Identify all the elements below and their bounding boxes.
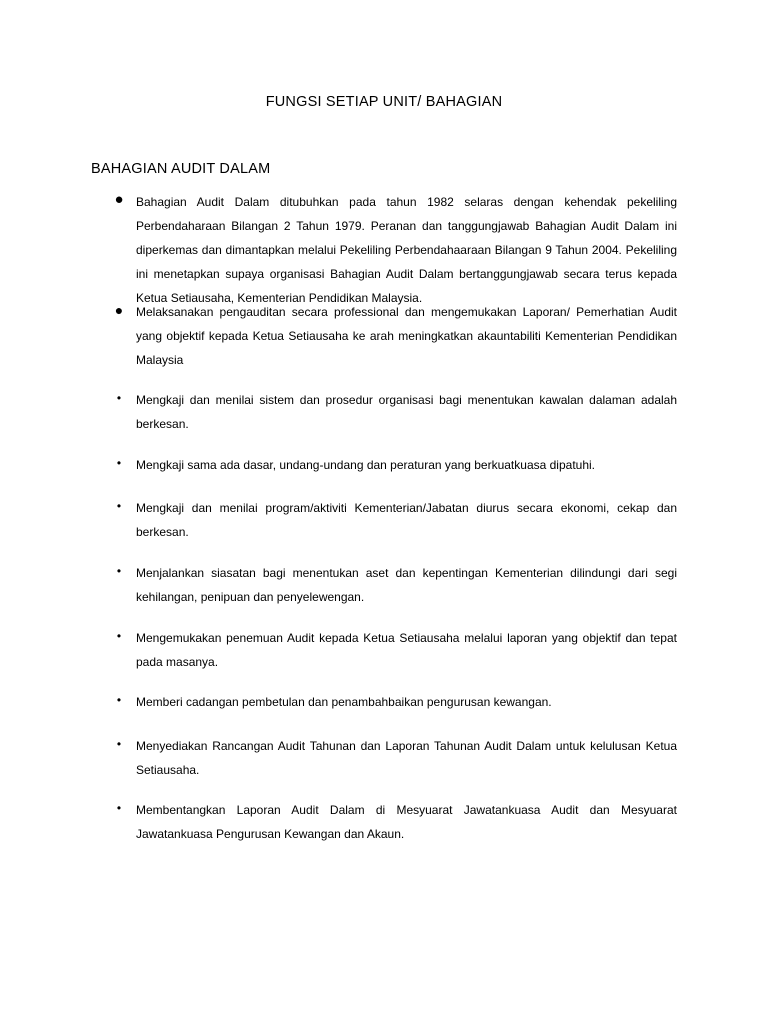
list-item (116, 734, 677, 782)
bullet-icon: • (116, 693, 122, 707)
bullet-icon: • (116, 391, 122, 405)
list-item-text: Menjalankan siasatan bagi menentukan aset dan kepentingan Kementerian dilindungi dari segi kehilangan, penipuan dan penyelewengan. (136, 566, 677, 604)
list-item (116, 626, 677, 674)
list-item (114, 300, 677, 372)
list-item-text: Memberi cadangan pembetulan dan penambahbaikan pengurusan kewangan. (136, 695, 552, 709)
list-item-text: Mengkaji dan menilai program/aktiviti Kementerian/Jabatan diurus secara ekonomi, cekap dan berkesan. (136, 501, 677, 539)
list-item (114, 190, 677, 310)
section-heading: BAHAGIAN AUDIT DALAM (91, 161, 271, 177)
list-item (116, 496, 677, 544)
list-item-text: Bahagian Audit Dalam ditubuhkan pada tahun 1982 selaras dengan kehendak pekeliling Perbendaharaan Bilangan 2 Tahun 1979. Peranan dan tanggungjawab Bahagian Audit Dalam ini diperkemas dan dimantapkan melalui Pekeliling Perbendahaaraan Bilangan 9 Tahun 2004. Pekeliling ini menetapkan supaya organisasi Bahagian Audit Dalam bertanggungjawab secara terus kepada Ketua Setiausaha, Kementerian Pendidikan Malaysia. (136, 195, 677, 305)
list-item-text: Mengemukakan penemuan Audit kepada Ketua Setiausaha melalui laporan yang objektif dan tepat pada masanya. (136, 631, 677, 669)
list-item (116, 798, 677, 846)
list-item-text: Mengkaji sama ada dasar, undang-undang dan peraturan yang berkuatkuasa dipatuhi. (136, 458, 595, 472)
bullet-icon: ● (114, 191, 124, 208)
bullet-icon: • (116, 564, 122, 578)
list-item (116, 388, 677, 436)
list-item-text: Mengkaji dan menilai sistem dan prosedur organisasi bagi menentukan kawalan dalaman adalah berkesan. (136, 393, 677, 431)
list-item (116, 453, 677, 477)
list-item (116, 690, 677, 714)
bullet-icon: • (116, 629, 122, 643)
bullet-icon: • (116, 499, 122, 513)
bullet-icon: • (116, 456, 122, 470)
list-item-text: Melaksanakan pengauditan secara professional dan mengemukakan Laporan/ Pemerhatian Audit yang objektif kepada Ketua Setiausaha ke arah meningkatkan akauntabiliti Kementerian Pendidikan Malaysia (136, 305, 677, 367)
list-item-text: Menyediakan Rancangan Audit Tahunan dan Laporan Tahunan Audit Dalam untuk kelulusan Ketua Setiausaha. (136, 739, 677, 777)
page-title: FUNGSI SETIAP UNIT/ BAHAGIAN (265, 94, 503, 110)
list-item-text: Membentangkan Laporan Audit Dalam di Mesyuarat Jawatankuasa Audit dan Mesyuarat Jawatankuasa Pengurusan Kewangan dan Akaun. (136, 803, 677, 841)
bullet-icon: ● (114, 302, 124, 318)
bullet-icon: • (116, 737, 122, 751)
bullet-icon: • (116, 801, 122, 815)
list-item (116, 561, 677, 609)
